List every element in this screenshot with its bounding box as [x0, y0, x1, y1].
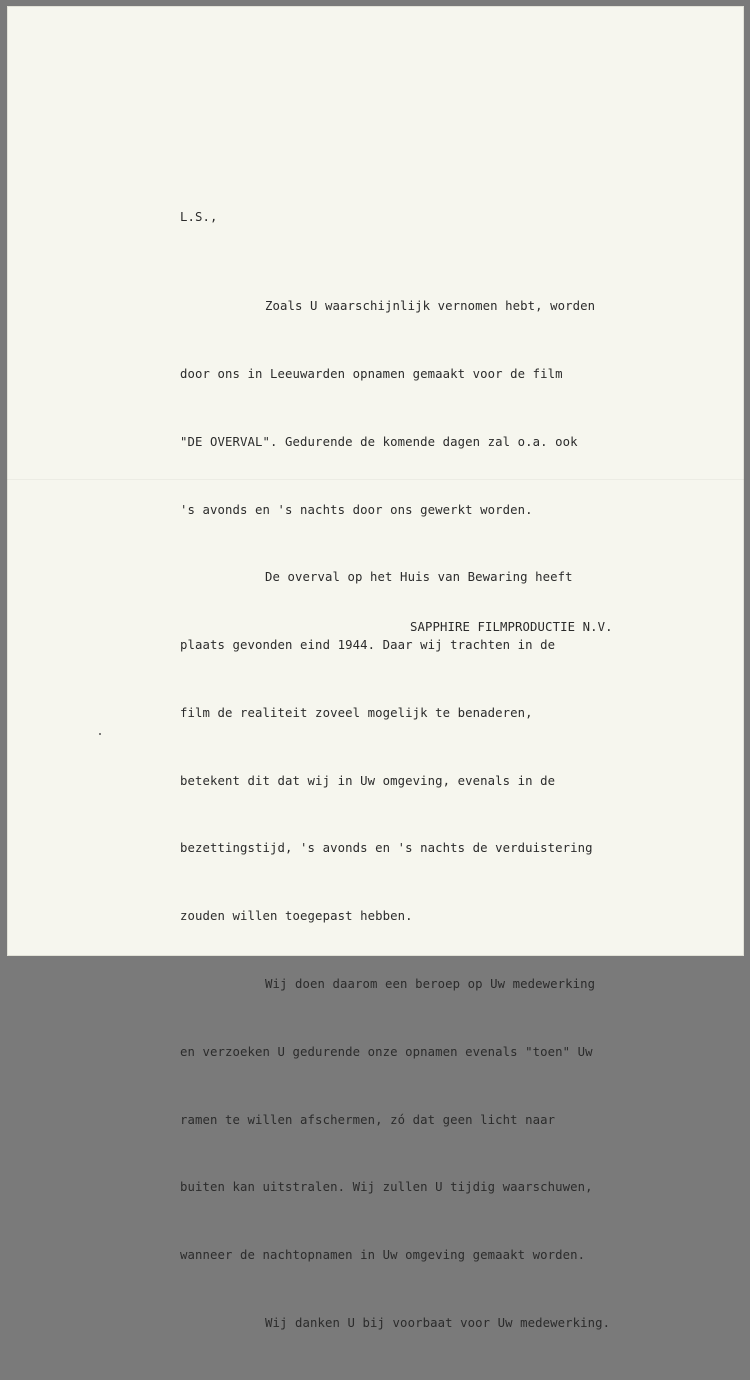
body-line: De overval op het Huis van Bewaring heeft: [265, 570, 573, 585]
body-line: door ons in Leeuwarden opnamen gemaakt voor de film: [180, 366, 563, 381]
ink-speck: [99, 733, 101, 735]
body-line: buiten kan uitstralen. Wij zullen U tijdig waarschuwen,: [180, 1180, 593, 1195]
letter-page: [7, 6, 744, 1330]
body-line: Wij doen daarom een beroep op Uw medewerking: [265, 977, 596, 991]
body-line: ramen te willen afschermen, zó dat geen licht naar: [180, 1112, 556, 1127]
body-line: Zoals U waarschijnlijk vernomen hebt, worden: [265, 299, 596, 314]
body-line: 's avonds en 's nachts door ons gewerkt worden.: [180, 502, 533, 517]
salutation: L.S.,: [180, 210, 218, 224]
letter-body: [180, 250, 610, 1380]
body-line: zouden willen toegepast hebben.: [180, 909, 413, 924]
body-line: betekent dit dat wij in Uw omgeving, evenals in de: [180, 773, 556, 788]
body-line: wanneer de nachtopnamen in Uw omgeving gemaakt worden.: [180, 1248, 586, 1263]
body-line: bezettingstijd, 's avonds en 's nachts de verduistering: [180, 841, 593, 856]
body-line: "DE OVERVAL". Gedurende de komende dagen zal o.a. ook: [180, 434, 578, 449]
body-line: Wij danken U bij voorbaat voor Uw medewerking.: [265, 1315, 611, 1330]
body-line: film de realiteit zoveel mogelijk te benaderen,: [180, 705, 533, 720]
body-line: en verzoeken U gedurende onze opnamen evenals "toen" Uw: [180, 1044, 593, 1059]
signature: SAPPHIRE FILMPRODUCTIE N.V.: [410, 620, 613, 634]
body-line: plaats gevonden eind 1944. Daar wij trachten in de: [180, 638, 556, 653]
